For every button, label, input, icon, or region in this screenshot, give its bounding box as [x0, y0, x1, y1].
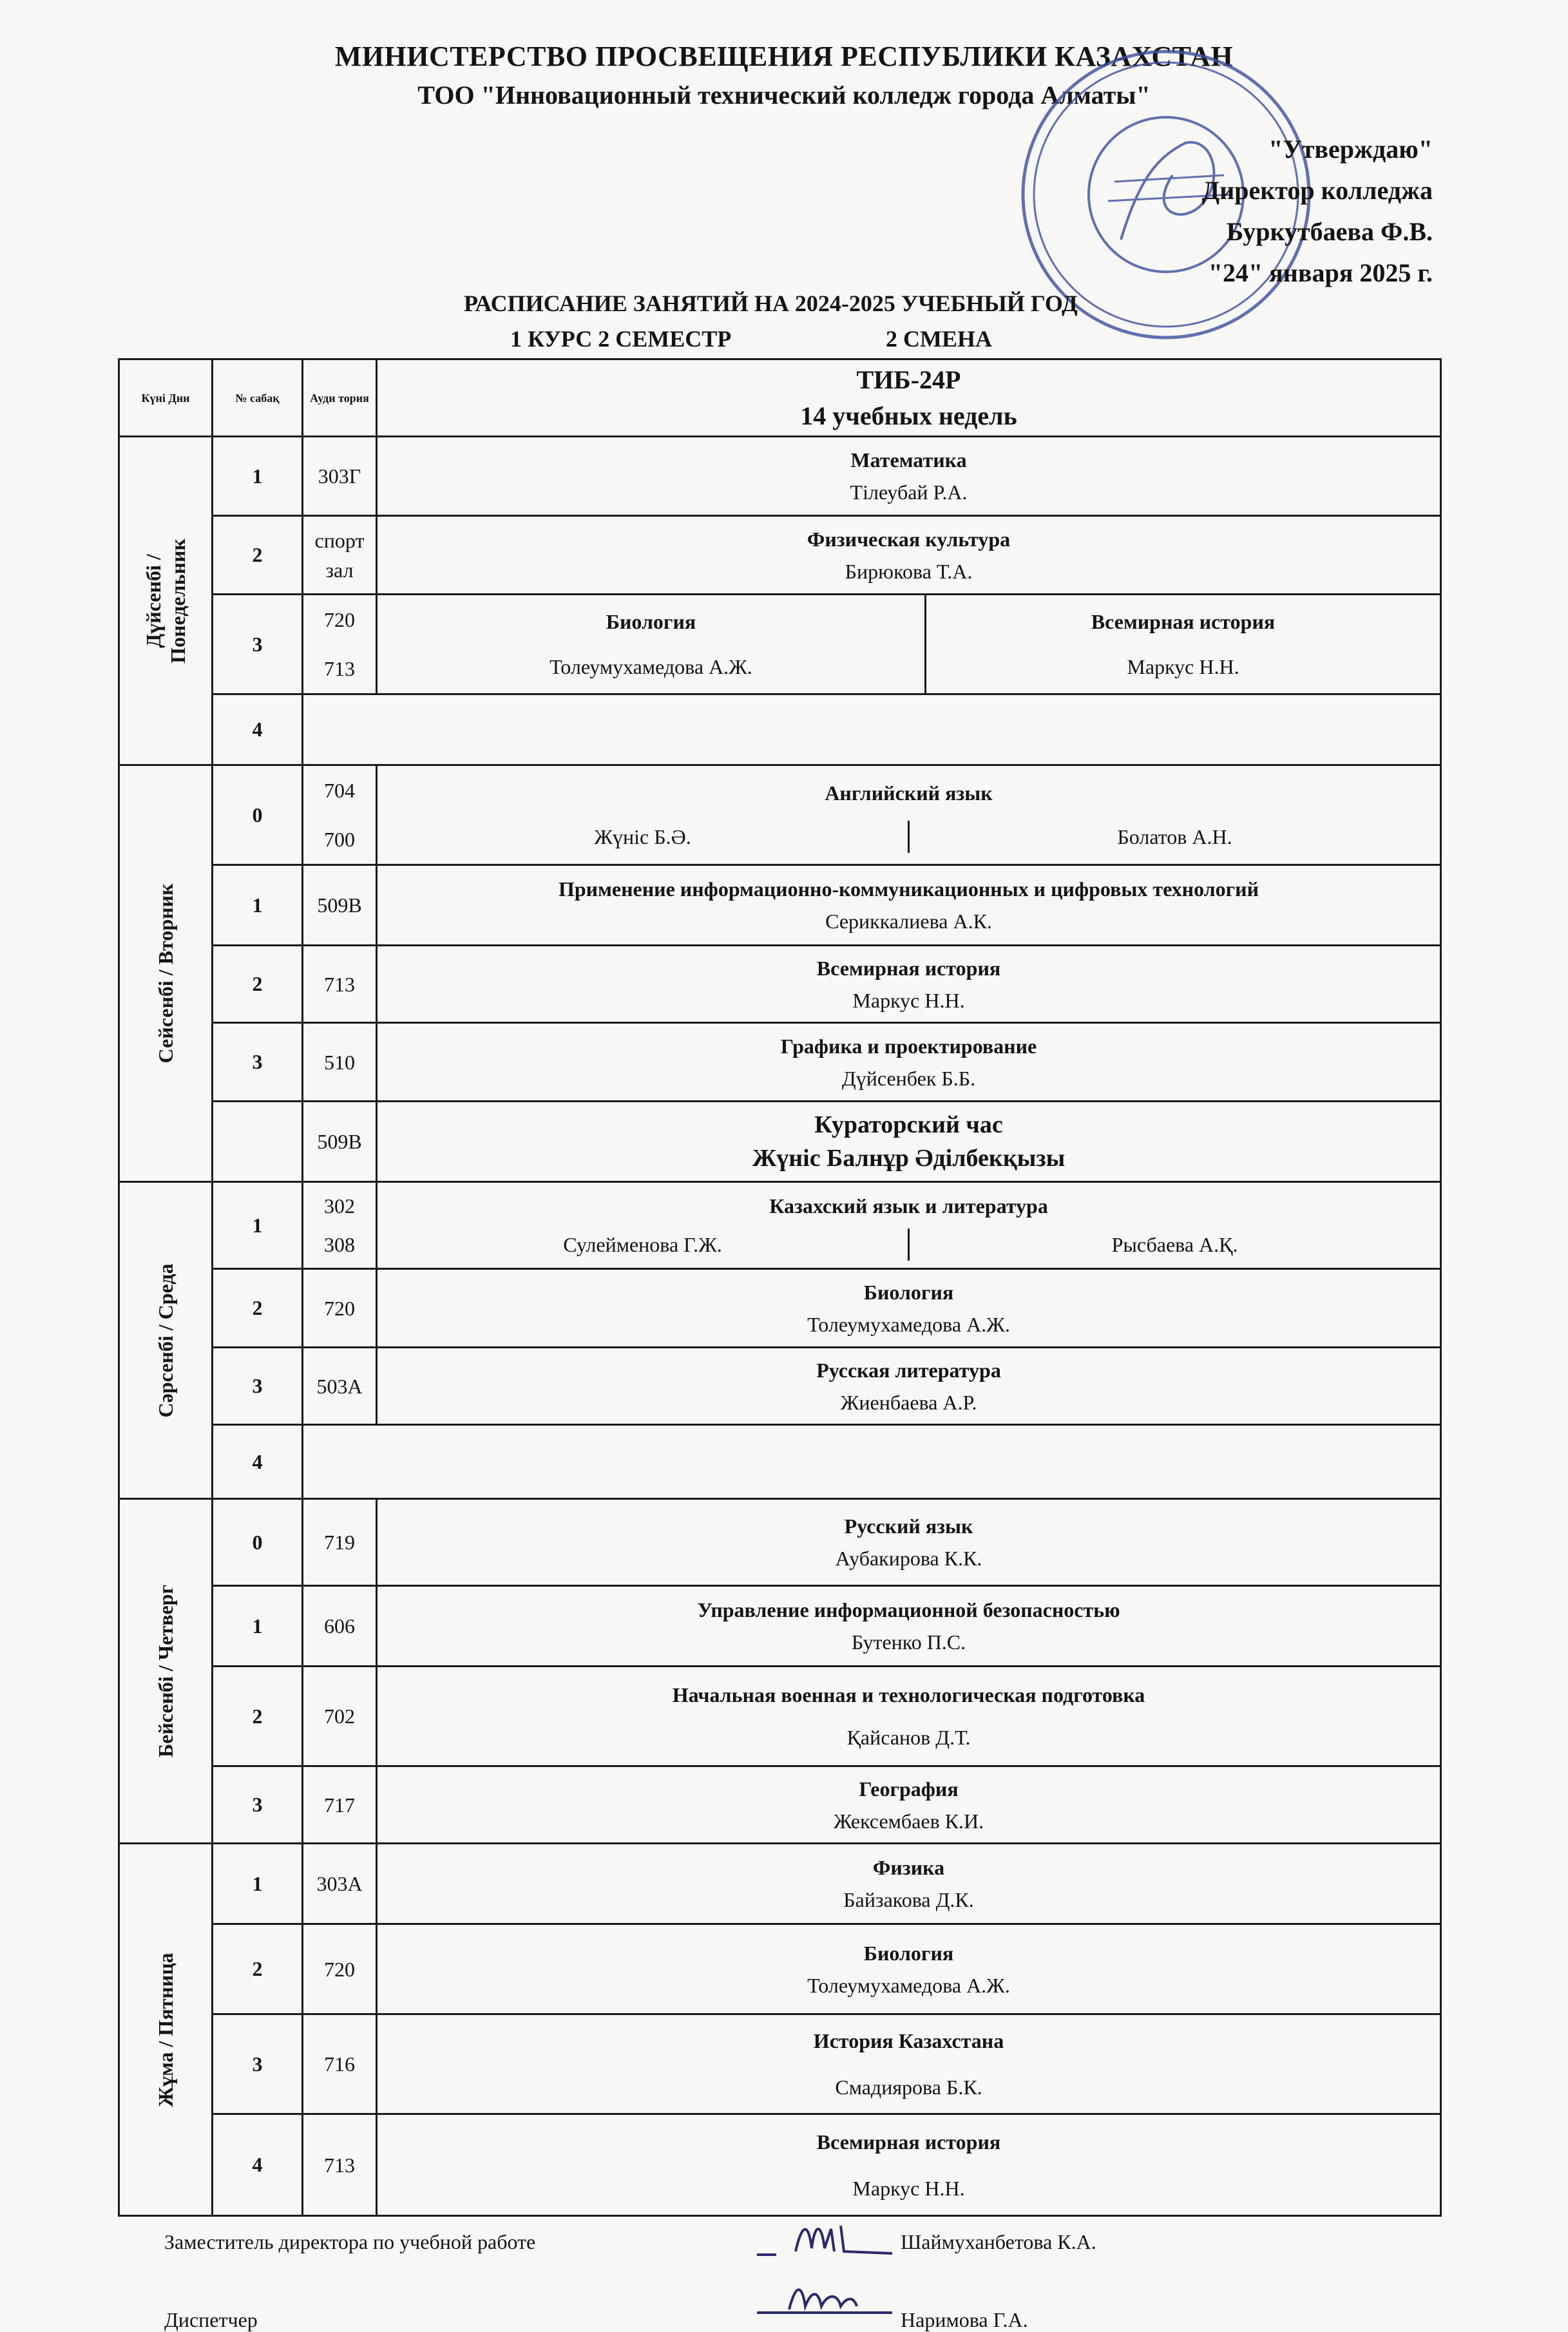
table-row: [119, 1766, 1441, 1844]
deputy-signature: [751, 2216, 899, 2261]
subject-name: Управление информационной безопасностью: [697, 1598, 1120, 1621]
dispatcher-signature: [751, 2277, 899, 2322]
teacher-name: Сериккалиева А.К.: [825, 910, 992, 933]
teacher-name: Толеумухамедова А.Ж.: [550, 655, 752, 678]
schedule-title: РАСПИСАНИЕ ЗАНЯТИЙ НА 2024-2025 УЧЕБНЫЙ ГОД: [464, 291, 1078, 316]
table-row: [119, 694, 1441, 765]
teacher-name: Жүніс Б.Ә.: [378, 821, 910, 853]
lesson-number: 1: [213, 1182, 303, 1269]
approval-block: [1202, 129, 1433, 294]
teacher-name: Маркус Н.Н.: [852, 2176, 965, 2200]
room-a: 720: [324, 608, 355, 631]
dispatcher-name: Наримова Г.А.: [901, 2308, 1028, 2331]
college-title: ТОО "Инновационный технический колледж города Алматы": [417, 81, 1151, 110]
subject-cell: [377, 946, 1441, 1023]
table-header-row: [119, 359, 1441, 437]
table-row: [119, 516, 1441, 595]
table-row: [119, 1586, 1441, 1667]
subject-name: Биология: [863, 1280, 954, 1304]
lesson-number: 3: [213, 595, 303, 694]
table-row: [119, 437, 1441, 516]
room: спорт зал: [303, 516, 377, 595]
subject-name: Физическая культура: [807, 527, 1011, 551]
subject-cell: [377, 1586, 1441, 1667]
teacher-name: Бирюкова Т.А.: [845, 559, 973, 583]
lesson-number: 2: [213, 1667, 303, 1766]
approval-line3: Буркутбаева Ф.В.: [1226, 217, 1433, 246]
subject-name: Всемирная история: [1091, 610, 1276, 633]
empty-cell: [303, 1425, 1441, 1499]
lesson-number: 3: [213, 1766, 303, 1844]
subject-cell-a: [377, 595, 926, 694]
room: 720: [303, 1269, 377, 1348]
teacher-name: Қайсанов Д.Т.: [846, 1726, 971, 1749]
room: [303, 1182, 377, 1269]
teacher-name: Дүйсенбек Б.Б.: [841, 1066, 976, 1090]
teacher-name: Маркус Н.Н.: [852, 988, 965, 1012]
teacher-name: Жиенбаева А.Р.: [840, 1390, 977, 1414]
lesson-number: 4: [213, 694, 303, 765]
table-row: [119, 2014, 1441, 2114]
table-row: [119, 1023, 1441, 1102]
lesson-number: 1: [213, 1844, 303, 1924]
lesson-number: 4: [213, 1425, 303, 1499]
table-row: [119, 1844, 1441, 1924]
header-lesson: № сабақ: [213, 359, 303, 437]
table-row: [119, 865, 1441, 946]
lesson-number: 2: [213, 1924, 303, 2014]
subject-name: Математика: [850, 448, 967, 472]
subject-name: Применение информационно-коммуникационных и цифровых технологий: [558, 877, 1259, 901]
subject-name: Всемирная история: [816, 2130, 1001, 2154]
room: 713: [303, 946, 377, 1023]
subject-name: География: [859, 1777, 959, 1801]
subject-name: Кураторский час: [814, 1111, 1003, 1138]
deputy-label: Заместитель директора по учебной работе: [164, 2230, 536, 2253]
subject-cell: [377, 1023, 1441, 1102]
day-label: Сәрсенбі / Среда: [154, 1263, 177, 1417]
day-label: Жұма / Пятница: [154, 1952, 177, 2107]
subject-name: Казахский язык и литература: [769, 1194, 1048, 1218]
lesson-number: 3: [213, 1023, 303, 1102]
room: 719: [303, 1499, 377, 1586]
table-row: [119, 1425, 1441, 1499]
room-b: 700: [324, 828, 355, 851]
approval-line2: Директор колледжа: [1201, 176, 1433, 205]
room: 510: [303, 1023, 377, 1102]
table-row: [119, 1348, 1441, 1425]
teacher-name: Рысбаева А.Қ.: [1111, 1233, 1238, 1256]
header-group: [377, 359, 1441, 437]
room: 509В: [303, 1102, 377, 1182]
subject-cell: [377, 765, 1441, 865]
table-row: [119, 595, 1441, 694]
empty-cell: [303, 694, 1441, 765]
subject-name: Графика и проектирование: [780, 1034, 1037, 1058]
subject-name: История Казахстана: [813, 2029, 1004, 2052]
teacher-name: Толеумухамедова А.Ж.: [807, 1312, 1010, 1336]
teacher-name: Болатов А.Н.: [1117, 825, 1232, 848]
table-row: [119, 1269, 1441, 1348]
room-b: 308: [324, 1233, 355, 1256]
day-label: Сейсенбі / Вторник: [154, 883, 177, 1064]
room-a: 704: [324, 779, 355, 802]
subject-name: Русский язык: [844, 1515, 973, 1538]
day-label: Бейсенбі / Четверг: [154, 1584, 177, 1758]
room: 303Г: [303, 437, 377, 516]
room-b: 713: [324, 657, 355, 680]
subject-cell: [377, 1766, 1441, 1844]
subject-cell: [377, 2114, 1441, 2216]
teacher-name: Маркус Н.Н.: [1127, 655, 1239, 678]
teacher-name: Жексембаев К.И.: [833, 1809, 984, 1833]
day-tuesday: [119, 765, 213, 1182]
lesson-number: 2: [213, 946, 303, 1023]
day-monday: [119, 437, 213, 765]
subject-name: Английский язык: [825, 781, 993, 805]
teacher-split: [378, 821, 1440, 853]
teacher-name: Аубакирова К.К.: [835, 1547, 982, 1570]
lesson-number: 0: [213, 765, 303, 865]
subject-name: Физика: [872, 1856, 945, 1879]
approval-date: "24" января 2025 г.: [1208, 258, 1433, 287]
header-day: Күні Дни: [119, 359, 213, 437]
subject-name: Биология: [606, 610, 696, 633]
group-name: ТИБ-24Р: [856, 365, 961, 394]
deputy-name: Шаймуханбетова К.А.: [901, 2230, 1096, 2253]
subject-name: Русская литература: [816, 1358, 1001, 1382]
course-semester: 1 КУРС 2 СЕМЕСТР: [510, 326, 732, 352]
lesson-number: 1: [213, 1586, 303, 1667]
table-row: [119, 1182, 1441, 1269]
room: 716: [303, 2014, 377, 2114]
subject-cell: [377, 1499, 1441, 1586]
teacher-name: Смадиярова Б.К.: [835, 2076, 982, 2099]
subject-name: Биология: [863, 1941, 954, 1965]
teacher-name: Сулейменова Г.Ж.: [378, 1228, 910, 1261]
table-row: [119, 1102, 1441, 1182]
room: 606: [303, 1586, 377, 1667]
lesson-number: 3: [213, 1348, 303, 1425]
subject-cell: [377, 1844, 1441, 1924]
table-row: [119, 946, 1441, 1023]
day-wednesday: [119, 1182, 213, 1499]
room: 503А: [303, 1348, 377, 1425]
lesson-number: 1: [213, 865, 303, 946]
header-room: Ауди тория: [303, 359, 377, 437]
teacher-name: Толеумухамедова А.Ж.: [807, 1973, 1010, 1997]
schedule-table: [118, 358, 1442, 2217]
approval-line1: "Утверждаю": [1268, 135, 1433, 164]
teacher-name: Тілеубай Р.А.: [850, 481, 968, 504]
subject-cell: [377, 2014, 1441, 2114]
table-row: [119, 1924, 1441, 2014]
room-a: 302: [324, 1194, 355, 1218]
room: 713: [303, 2114, 377, 2216]
day-thursday: [119, 1499, 213, 1844]
subject-cell: [377, 1269, 1441, 1348]
room: 720: [303, 1924, 377, 2014]
table-row: [119, 765, 1441, 865]
lesson-number: [213, 1102, 303, 1182]
teacher-name: Жүніс Балнұр Әділбекқызы: [752, 1145, 1066, 1172]
subject-cell: [377, 1924, 1441, 2014]
room: 509В: [303, 865, 377, 946]
room: [303, 765, 377, 865]
subject-name: Начальная военная и технологическая подготовка: [672, 1683, 1145, 1706]
teacher-split: [378, 1228, 1440, 1261]
shift: 2 СМЕНА: [886, 326, 992, 352]
table-row: [119, 2114, 1441, 2216]
room: 303А: [303, 1844, 377, 1924]
lesson-number: 1: [213, 437, 303, 516]
subject-name: Всемирная история: [816, 956, 1001, 980]
lesson-number: 4: [213, 2114, 303, 2216]
lesson-number: 2: [213, 516, 303, 595]
teacher-name: Байзакова Д.К.: [843, 1888, 974, 1911]
lesson-number: 0: [213, 1499, 303, 1586]
room: [303, 595, 377, 694]
dispatcher-label: Диспетчер: [164, 2308, 258, 2331]
table-row: [119, 1499, 1441, 1586]
teacher-name: Бутенко П.С.: [851, 1630, 966, 1654]
table-row: [119, 1667, 1441, 1766]
subject-cell: [377, 516, 1441, 595]
subject-cell: [377, 1102, 1441, 1182]
day-label: Дүйсенбі / Понедельник: [142, 538, 189, 664]
subject-cell: [377, 865, 1441, 946]
weeks-count: 14 учебных недель: [800, 401, 1017, 430]
lesson-number: 3: [213, 2014, 303, 2114]
subject-cell: [377, 1667, 1441, 1766]
subject-cell: [377, 1348, 1441, 1425]
day-friday: [119, 1844, 213, 2216]
room: 702: [303, 1667, 377, 1766]
ministry-title: МИНИСТЕРСТВО ПРОСВЕЩЕНИЯ РЕСПУБЛИКИ КАЗАХСТАН: [334, 41, 1234, 72]
room: 717: [303, 1766, 377, 1844]
subject-cell: [377, 437, 1441, 516]
subject-cell-b: [926, 595, 1441, 694]
lesson-number: 2: [213, 1269, 303, 1348]
subject-cell: [377, 1182, 1441, 1269]
